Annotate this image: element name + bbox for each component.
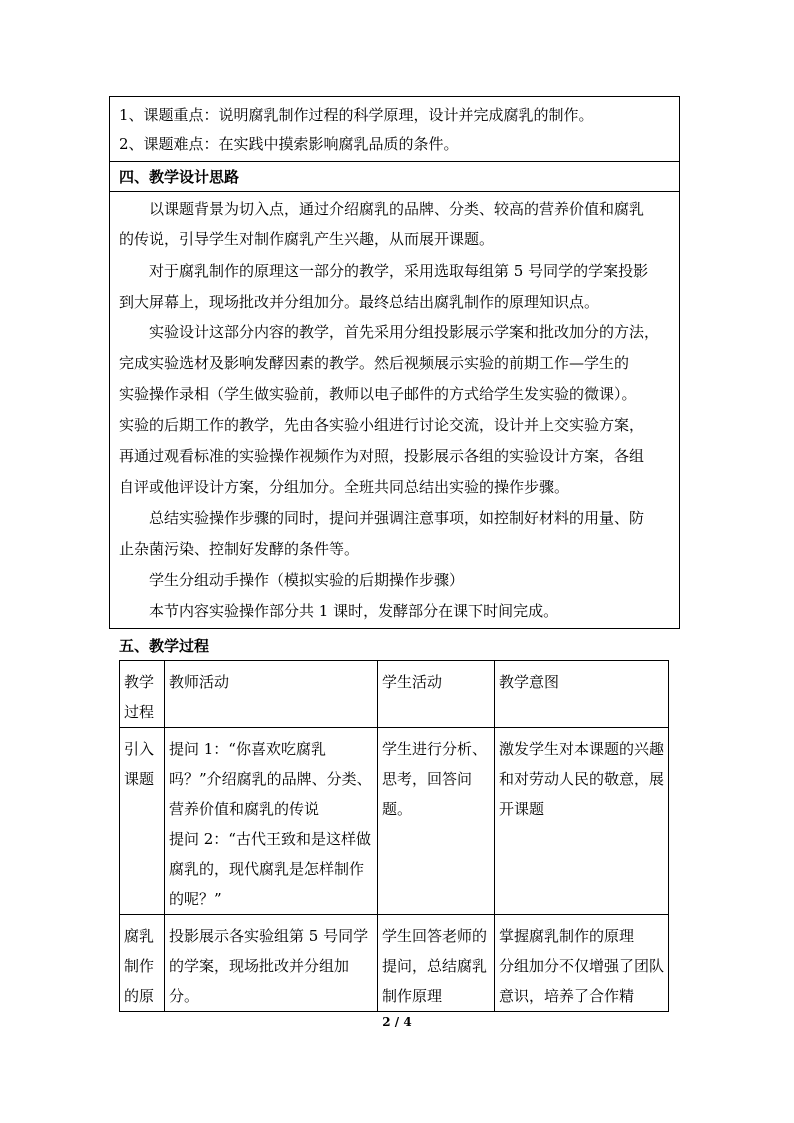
cell-teacher: 提问 1：“你喜欢吃腐乳吗？”介绍腐乳的品牌、分类、营养价值和腐乳的传说 提问 2：“古代王致和是这样做腐乳的，现代腐乳是怎样制作的呢？” — [165, 728, 378, 915]
cell-student: 学生进行分析、思考，回答问题。 — [378, 728, 495, 915]
key-point-2: 2、课题难点：在实践中摸索影响腐乳品质的条件。 — [119, 135, 459, 153]
header-stage: 教学过程 — [120, 661, 165, 728]
design-box — [109, 96, 680, 629]
paragraph-line: 止杂菌污染、控制好发酵的条件等。 — [119, 540, 360, 558]
table-row — [120, 728, 669, 915]
header-student: 学生活动 — [378, 661, 495, 728]
header-intent: 教学意图 — [495, 661, 669, 728]
section4-title: 四、教学设计思路 — [119, 168, 240, 186]
page-number: 2 / 4 — [382, 1015, 412, 1029]
paragraph-line: 总结实验操作步骤的同时，提问并强调注意事项，如控制好材料的用量、防 — [149, 509, 645, 527]
cell-stage: 腐乳制作的原 — [120, 915, 165, 1012]
paragraph-line: 学生分组动手操作（模拟实验的后期操作步骤） — [149, 571, 465, 589]
paragraph-line: 以课题背景为切入点，通过介绍腐乳的品牌、分类、较高的营养价值和腐乳 — [149, 200, 645, 218]
paragraph-line: 到大屏幕上，现场批改并分组加分。最终总结出腐乳制作的原理知识点。 — [119, 293, 600, 311]
cell-intent: 激发学生对本课题的兴趣和对劳动人民的敬意，展开课题 — [495, 728, 669, 915]
cell-stage: 引入课题 — [120, 728, 165, 915]
paragraph-line: 实验操作录相（学生做实验前，教师以电子邮件的方式给学生发实验的微课）。 — [119, 385, 637, 403]
cell-teacher: 投影展示各实验组第 5 号同学的学案，现场批改并分组加分。 — [165, 915, 378, 1012]
cell-intent: 掌握腐乳制作的原理 分组加分不仅增强了团队意识，培养了合作精 — [495, 915, 669, 1012]
divider — [110, 161, 679, 162]
cell-student: 学生回答老师的提问，总结腐乳制作原理 — [378, 915, 495, 1012]
table-header-row — [120, 661, 669, 728]
paragraph-line: 自评或他评设计方案，分组加分。全班共同总结出实验的操作步骤。 — [119, 478, 570, 496]
section5-title: 五、教学过程 — [119, 637, 210, 655]
header-teacher: 教师活动 — [165, 661, 378, 728]
key-point-1: 1、课题重点：说明腐乳制作过程的科学原理，设计并完成腐乳的制作。 — [119, 106, 594, 124]
paragraph-line: 的传说，引导学生对制作腐乳产生兴趣，从而展开课题。 — [119, 230, 495, 248]
paragraph-line: 本节内容实验操作部分共 1 课时，发酵部分在课下时间完成。 — [149, 602, 559, 620]
table-row — [120, 915, 669, 1012]
teaching-process-table — [119, 660, 669, 1012]
divider — [110, 191, 679, 192]
paragraph-line: 对于腐乳制作的原理这一部分的教学，采用选取每组第 5 号同学的学案投影 — [149, 262, 649, 280]
paragraph-line: 实验的后期工作的教学，先由各实验小组进行讨论交流，设计并上交实验方案， — [119, 416, 645, 434]
paragraph-line: 再通过观看标准的实验操作视频作为对照，投影展示各组的实验设计方案，各组 — [119, 447, 645, 465]
paragraph-line: 实验设计这部分内容的教学，首先采用分组投影展示学案和批改加分的方法， — [149, 323, 660, 341]
paragraph-line: 完成实验选材及影响发酵因素的教学。然后视频展示实验的前期工作—学生的 — [119, 354, 630, 372]
